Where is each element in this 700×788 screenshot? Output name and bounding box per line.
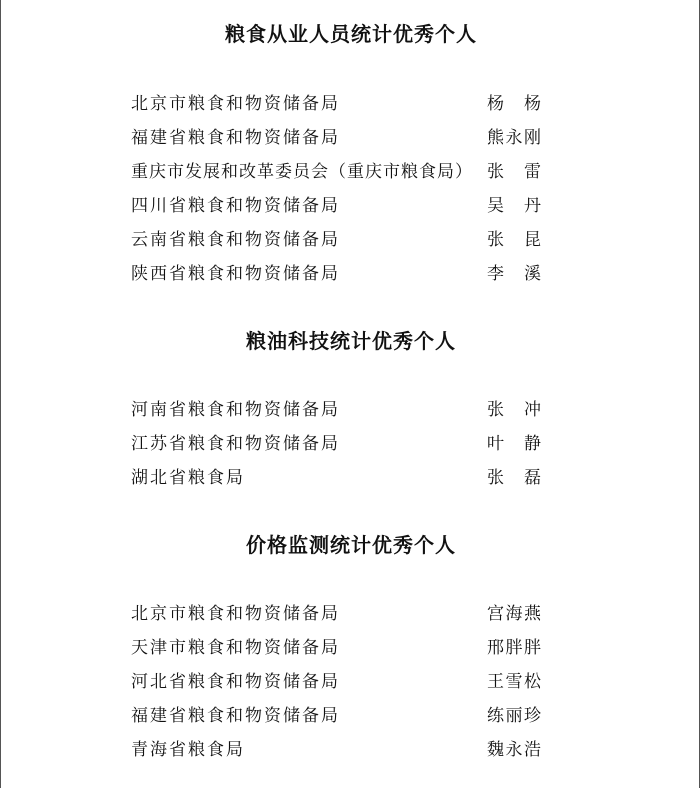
person-name: 张 雷	[487, 162, 541, 182]
organization-name: 河北省粮食和物资储备局	[131, 672, 340, 692]
person-name: 张 冲	[487, 400, 541, 420]
person-name: 张 昆	[487, 230, 541, 250]
organization-name: 四川省粮食和物资储备局	[131, 196, 340, 216]
list-item	[131, 161, 541, 195]
organization-name: 湖北省粮食局	[131, 468, 245, 488]
organization-name: 天津市粮食和物资储备局	[131, 638, 340, 658]
organization-name: 江苏省粮食和物资储备局	[131, 434, 340, 454]
list-item	[131, 705, 541, 739]
list-item	[131, 93, 541, 127]
person-name: 李 溪	[487, 264, 541, 284]
list-item	[131, 739, 541, 773]
section-title-price: 价格监测统计优秀个人	[246, 533, 456, 557]
organization-name: 北京市粮食和物资储备局	[131, 94, 340, 114]
list-item	[131, 399, 541, 433]
section-title-personnel: 粮食从业人员统计优秀个人	[225, 22, 477, 46]
person-name: 熊永刚	[487, 128, 541, 148]
list-item	[131, 603, 541, 637]
person-name: 张 磊	[487, 468, 541, 488]
list-item	[131, 671, 541, 705]
organization-name: 云南省粮食和物资储备局	[131, 230, 340, 250]
person-name: 杨 杨	[487, 94, 541, 114]
list-item	[131, 637, 541, 671]
list-item	[131, 433, 541, 467]
person-name: 叶 静	[487, 434, 541, 454]
list-item	[131, 195, 541, 229]
section-title-tech: 粮油科技统计优秀个人	[246, 329, 456, 353]
organization-name: 福建省粮食和物资储备局	[131, 128, 340, 148]
organization-name: 河南省粮食和物资储备局	[131, 400, 340, 420]
list-item	[131, 229, 541, 263]
person-name: 邢胖胖	[487, 638, 541, 658]
person-name: 练丽珍	[487, 706, 541, 726]
person-name: 魏永浩	[487, 740, 541, 760]
list-item	[131, 467, 541, 501]
organization-name: 福建省粮食和物资储备局	[131, 706, 340, 726]
organization-name: 青海省粮食局	[131, 740, 245, 760]
list-item	[131, 127, 541, 161]
organization-name: 北京市粮食和物资储备局	[131, 604, 340, 624]
person-name: 宫海燕	[487, 604, 541, 624]
organization-name: 重庆市发展和改革委员会（重庆市粮食局）	[131, 162, 473, 182]
person-name: 王雪松	[487, 672, 541, 692]
person-name: 吴 丹	[487, 196, 541, 216]
organization-name: 陕西省粮食和物资储备局	[131, 264, 340, 284]
list-item	[131, 263, 541, 297]
